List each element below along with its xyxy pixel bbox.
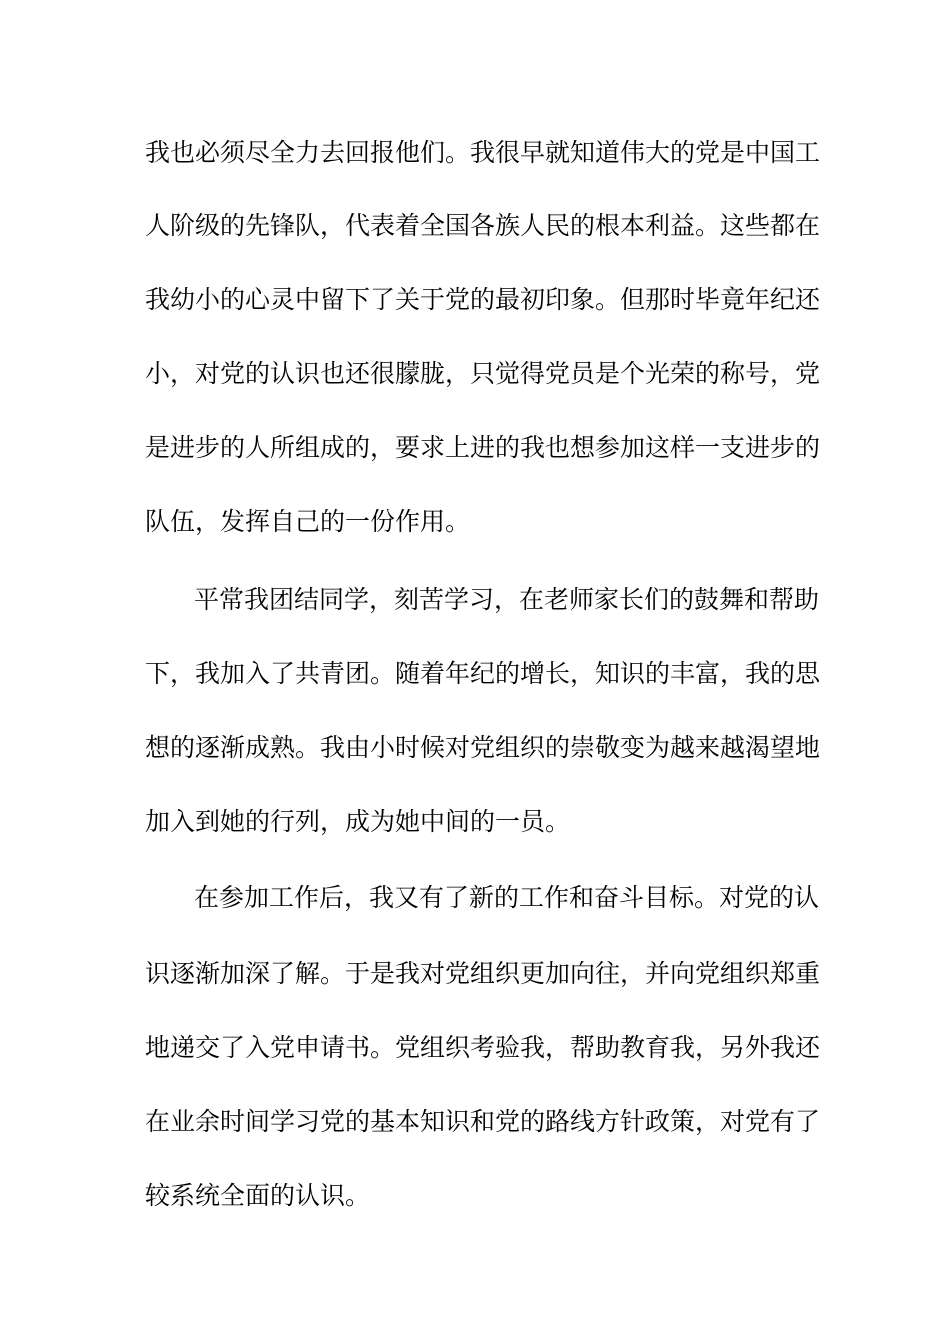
paragraph-1-line-1: 我也必须尽全力去回报他们。我很早就知道伟大的党是中国工 [145,138,821,167]
paragraph-1-line-2: 人阶级的先锋队，代表着全国各族人民的根本利益。这些都在 [145,211,821,240]
paragraph-3-line-5: 较系统全面的认识。 [145,1181,371,1210]
paragraph-2-line-3: 想的逐渐成熟。我由小时候对党组织的崇敬变为越来越渴望地 [145,733,821,762]
paragraph-3-line-1: 在参加工作后，我又有了新的工作和奋斗目标。对党的认 [194,883,820,912]
paragraph-1-line-3: 我幼小的心灵中留下了关于党的最初印象。但那时毕竟年纪还 [145,285,821,314]
paragraph-3-line-4: 在业余时间学习党的基本知识和党的路线方针政策，对党有了 [145,1107,821,1136]
paragraph-1-line-4: 小，对党的认识也还很朦胧，只觉得党员是个光荣的称号，党 [145,359,821,388]
paragraph-3-line-2: 识逐渐加深了解。于是我对党组织更加向往，并向党组织郑重 [145,959,821,988]
paragraph-2-line-4: 加入到她的行列，成为她中间的一员。 [145,807,571,836]
paragraph-3-line-3: 地递交了入党申请书。党组织考验我，帮助教育我，另外我还 [145,1033,821,1062]
paragraph-2-line-2: 下，我加入了共青团。随着年纪的增长，知识的丰富，我的思 [145,659,821,688]
paragraph-1-line-5: 是进步的人所组成的，要求上进的我也想参加这样一支进步的 [145,433,821,462]
paragraph-1-line-6: 队伍，发挥自己的一份作用。 [145,507,471,536]
paragraph-2-line-1: 平常我团结同学，刻苦学习，在老师家长们的鼓舞和帮助 [194,585,820,614]
